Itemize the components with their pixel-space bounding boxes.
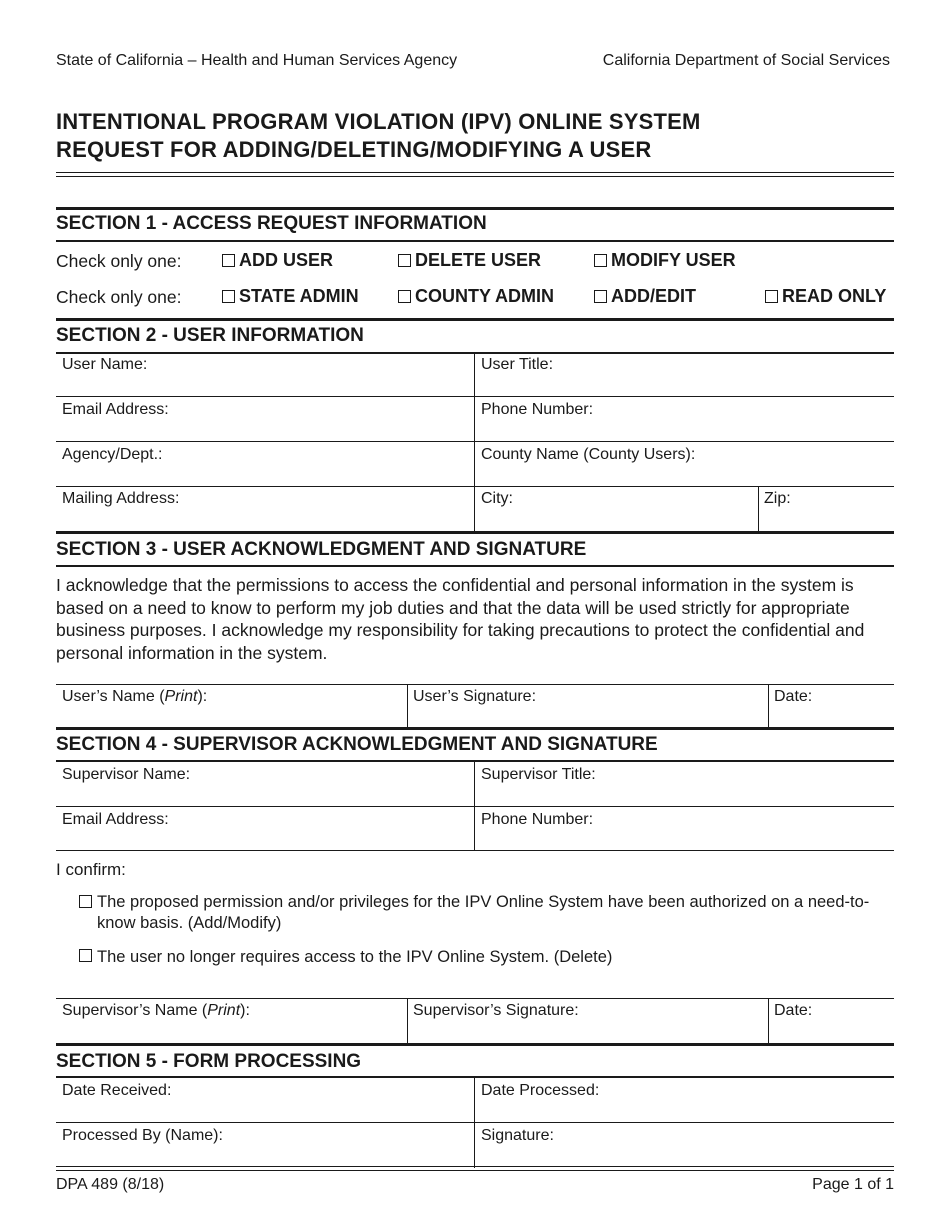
delete-access-checkbox-icon[interactable] (79, 949, 92, 962)
i-confirm-label: I confirm: (56, 860, 126, 879)
print-italic: Print (207, 1002, 241, 1019)
city-zip-divider (758, 486, 759, 531)
agency-field[interactable]: Agency/Dept.: (62, 446, 163, 463)
checkbox-icon[interactable] (222, 290, 235, 303)
user-title-field[interactable]: User Title: (481, 356, 554, 373)
section1-heading-rule (56, 240, 894, 242)
user-name-field[interactable]: User Name: (62, 356, 148, 373)
signature-column-divider (407, 998, 408, 1043)
county-admin-checkbox[interactable] (398, 286, 554, 307)
user-signature-field[interactable]: User’s Signature: (413, 688, 537, 705)
section2-heading: SECTION 2 - USER INFORMATION (56, 325, 364, 346)
processed-by-field[interactable]: Processed By (Name): (62, 1127, 223, 1144)
user-date-field[interactable]: Date: (774, 688, 813, 705)
authorized-checkbox-icon[interactable] (79, 895, 92, 908)
delete-access-option-text: The user no longer requires access to the IPV Online System. (Delete) (97, 948, 613, 966)
section5-heading: SECTION 5 - FORM PROCESSING (56, 1051, 362, 1072)
form-title (56, 108, 701, 164)
footer-rule (56, 1166, 894, 1167)
user-phone-field[interactable]: Phone Number: (481, 401, 594, 418)
agency-header: State of California – Health and Human Services Agency (56, 52, 458, 69)
row-rule (56, 1122, 894, 1123)
check-only-one-label-2: Check only one: (56, 287, 182, 307)
modify-user-label: MODIFY USER (611, 250, 736, 270)
section2-top-rule (56, 318, 894, 321)
section4-heading-rule (56, 760, 894, 762)
supervisor-date-field[interactable]: Date: (774, 1002, 813, 1019)
row-rule (56, 486, 894, 487)
row-rule (56, 850, 894, 851)
date-processed-field[interactable]: Date Processed: (481, 1082, 600, 1099)
read-only-label: READ ONLY (782, 286, 887, 306)
city-field[interactable]: City: (481, 490, 513, 507)
date-received-field[interactable]: Date Received: (62, 1082, 172, 1099)
processor-signature-field[interactable]: Signature: (481, 1127, 554, 1144)
supervisor-signature-field[interactable]: Supervisor’s Signature: (413, 1002, 579, 1019)
modify-user-checkbox[interactable] (594, 250, 736, 271)
checkbox-icon[interactable] (765, 290, 778, 303)
delete-user-label: DELETE USER (415, 250, 542, 270)
section3-heading-rule (56, 565, 894, 567)
row-rule (56, 441, 894, 442)
checkbox-icon[interactable] (222, 254, 235, 267)
supervisor-print-name-suffix: ): (240, 1002, 250, 1019)
section5-top-rule (56, 1043, 894, 1046)
section2-heading-rule (56, 352, 894, 354)
title-divider (56, 172, 894, 173)
date-column-divider (768, 684, 769, 727)
read-only-checkbox[interactable] (765, 286, 886, 307)
supervisor-phone-field[interactable]: Phone Number: (481, 811, 594, 828)
checkbox-icon[interactable] (594, 254, 607, 267)
page-number: Page 1 of 1 (812, 1176, 894, 1193)
mailing-address-field[interactable]: Mailing Address: (62, 490, 180, 507)
section3-top-rule (56, 531, 894, 534)
form-title-line2: REQUEST FOR ADDING/DELETING/MODIFYING A USER (56, 137, 652, 162)
add-edit-label: ADD/EDIT (611, 286, 696, 306)
section4-top-rule (56, 727, 894, 730)
authorized-option-text: The proposed permission and/or privileges for the IPV Online System have been authorized on a need-to-know basis. (Add/Modify) (97, 893, 870, 932)
signature-column-divider (407, 684, 408, 727)
form-title-line1: INTENTIONAL PROGRAM VIOLATION (IPV) ONLINE SYSTEM (56, 109, 701, 134)
supervisor-email-field[interactable]: Email Address: (62, 811, 169, 828)
checkbox-icon[interactable] (398, 290, 411, 303)
section2-column-divider (474, 354, 475, 531)
check-only-one-label-1: Check only one: (56, 251, 182, 271)
row-rule (56, 806, 894, 807)
state-admin-label: STATE ADMIN (239, 286, 359, 306)
state-admin-checkbox[interactable] (222, 286, 359, 307)
section3-heading: SECTION 3 - USER ACKNOWLEDGMENT AND SIGNATURE (56, 539, 587, 560)
user-acknowledgment-text: I acknowledge that the permissions to access the confidential and personal information in the system is based on a need to know to perform my job duties and that the data will be used strictly for appropriate business purposes. I acknowledge my responsibility for taking precautions to protect the confidential and personal information in the system. (56, 575, 865, 663)
add-user-label: ADD USER (239, 250, 334, 270)
supervisor-name-field[interactable]: Supervisor Name: (62, 766, 191, 783)
print-italic: Print (164, 688, 198, 705)
supervisor-title-field[interactable]: Supervisor Title: (481, 766, 596, 783)
county-name-field[interactable]: County Name (County Users): (481, 446, 696, 463)
checkbox-icon[interactable] (594, 290, 607, 303)
section1-top-rule (56, 207, 894, 210)
supervisor-print-name-prefix: Supervisor’s Name ( (62, 1002, 208, 1019)
title-divider-2 (56, 176, 894, 177)
section5-column-divider (474, 1078, 475, 1168)
add-edit-checkbox[interactable] (594, 286, 696, 307)
county-admin-label: COUNTY ADMIN (415, 286, 554, 306)
supervisor-print-name-field[interactable] (62, 1002, 250, 1020)
delete-user-checkbox[interactable] (398, 250, 541, 271)
add-user-checkbox[interactable] (222, 250, 333, 271)
zip-field[interactable]: Zip: (764, 490, 791, 507)
section1-heading: SECTION 1 - ACCESS REQUEST INFORMATION (56, 213, 487, 234)
form-id: DPA 489 (8/18) (56, 1176, 165, 1193)
section4-heading: SECTION 4 - SUPERVISOR ACKNOWLEDGMENT AND SIGNATURE (56, 734, 658, 755)
user-print-name-prefix: User’s Name ( (62, 688, 165, 705)
user-print-name-suffix: ): (197, 688, 208, 705)
checkbox-icon[interactable] (398, 254, 411, 267)
user-email-field[interactable]: Email Address: (62, 401, 169, 418)
row-rule (56, 396, 894, 397)
user-print-name-field[interactable] (62, 688, 207, 706)
footer-rule-2 (56, 1170, 894, 1171)
date-column-divider (768, 998, 769, 1043)
department-header: California Department of Social Services (602, 52, 890, 69)
section5-heading-rule (56, 1076, 894, 1078)
